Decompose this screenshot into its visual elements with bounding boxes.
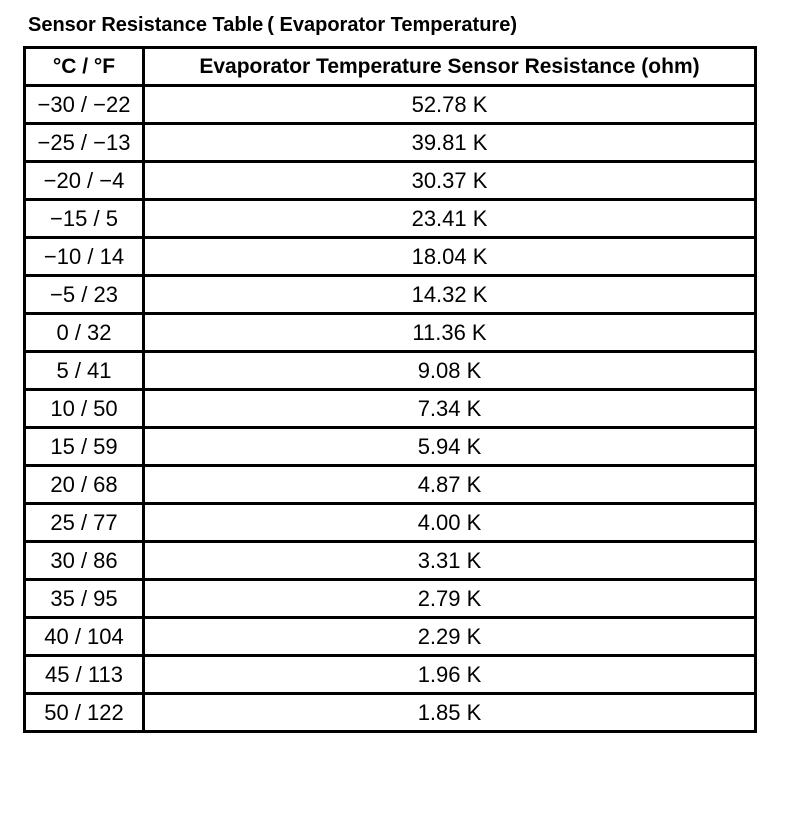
table-row [25,694,756,732]
resistance-cell: 39.81 K [144,124,756,162]
resistance-cell: 14.32 K [144,276,756,314]
table-title: Sensor Resistance Table [28,14,264,36]
table-row [25,200,756,238]
temperature-cell: −15 / 5 [25,200,144,238]
temperature-cell: −20 / −4 [25,162,144,200]
table-row [25,580,756,618]
resistance-cell: 18.04 K [144,238,756,276]
resistance-cell: 4.87 K [144,466,756,504]
temperature-cell: −30 / −22 [25,86,144,124]
page-title [28,14,517,37]
resistance-cell: 30.37 K [144,162,756,200]
temperature-cell: 10 / 50 [25,390,144,428]
resistance-cell: 1.85 K [144,694,756,732]
temperature-cell: 20 / 68 [25,466,144,504]
resistance-cell: 9.08 K [144,352,756,390]
table-row [25,314,756,352]
table-row [25,238,756,276]
temperature-cell: 45 / 113 [25,656,144,694]
temperature-cell: −5 / 23 [25,276,144,314]
temperature-cell: −10 / 14 [25,238,144,276]
resistance-cell: 11.36 K [144,314,756,352]
temperature-cell: 35 / 95 [25,580,144,618]
resistance-cell: 5.94 K [144,428,756,466]
resistance-cell: 52.78 K [144,86,756,124]
resistance-cell: 3.31 K [144,542,756,580]
table-row [25,428,756,466]
temperature-cell: 25 / 77 [25,504,144,542]
temperature-cell: 40 / 104 [25,618,144,656]
table-row [25,276,756,314]
temperature-cell: 0 / 32 [25,314,144,352]
temperature-cell: 15 / 59 [25,428,144,466]
table-row [25,352,756,390]
table-row [25,504,756,542]
resistance-cell: 1.96 K [144,656,756,694]
column-header-temperature: °C / °F [25,48,144,86]
resistance-cell: 2.29 K [144,618,756,656]
table-subtitle: ( Evaporator Temperature) [267,14,517,36]
table-row [25,466,756,504]
temperature-cell: 50 / 122 [25,694,144,732]
table-row [25,86,756,124]
column-header-resistance: Evaporator Temperature Sensor Resistance (ohm) [144,48,756,86]
temperature-cell: 5 / 41 [25,352,144,390]
resistance-cell: 23.41 K [144,200,756,238]
table-row [25,162,756,200]
table-row [25,390,756,428]
table-row [25,656,756,694]
resistance-cell: 4.00 K [144,504,756,542]
resistance-cell: 7.34 K [144,390,756,428]
table-row [25,124,756,162]
sensor-resistance-table [23,46,757,733]
temperature-cell: −25 / −13 [25,124,144,162]
resistance-cell: 2.79 K [144,580,756,618]
header-row [25,48,756,86]
table-row [25,542,756,580]
temperature-cell: 30 / 86 [25,542,144,580]
table-row [25,618,756,656]
